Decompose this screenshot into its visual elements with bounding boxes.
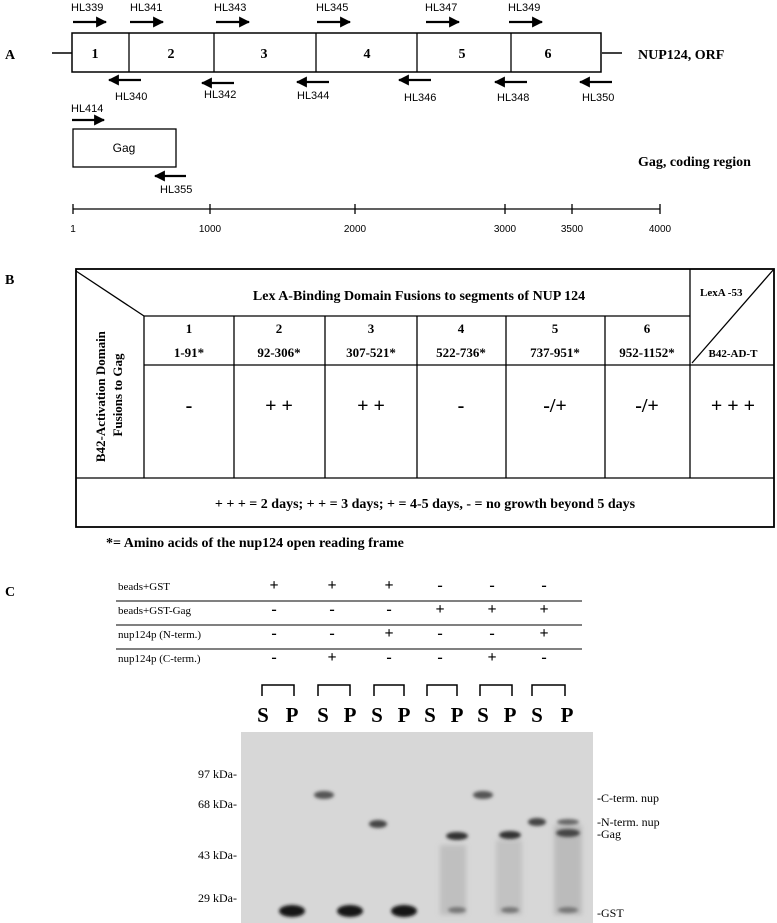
primer-hl346: HL346 xyxy=(404,92,437,104)
lane-letter-11: S xyxy=(531,703,543,727)
mark-cterm-5: + xyxy=(487,649,497,666)
band-gst-lane4 xyxy=(448,907,466,913)
band-gst-lane2 xyxy=(337,905,363,917)
reverse-arrows xyxy=(109,80,612,83)
band-nterm-lane6 xyxy=(528,818,546,826)
marker-29: 29 kDa- xyxy=(198,891,237,905)
mark-cterm-3: - xyxy=(386,649,392,666)
condition-label-1: beads+GST xyxy=(118,581,171,593)
lane-letter-2: P xyxy=(285,703,299,727)
orf-box xyxy=(72,33,601,72)
column-number-6: 6 xyxy=(643,321,651,336)
primer-hl348: HL348 xyxy=(497,92,530,104)
lane-letter-6: P xyxy=(397,703,411,727)
results-table xyxy=(76,269,774,527)
lane-letter-12: P xyxy=(560,703,574,727)
result-3: + + xyxy=(357,395,385,417)
mark-cterm-4: - xyxy=(437,649,443,666)
result-control: + + + xyxy=(710,395,756,417)
result-2: + + xyxy=(265,395,293,417)
panel-b-label: B xyxy=(5,273,15,288)
primer-hl342: HL342 xyxy=(204,89,237,101)
mark-gstgag-5: + xyxy=(487,601,497,618)
mark-cterm-2: + xyxy=(327,649,337,666)
band-gst-lane3 xyxy=(391,905,417,917)
legend: + + + = 2 days; + + = 3 days; + = 4-5 days, - = no growth beyond 5 days xyxy=(214,497,636,512)
band-gst-lane5 xyxy=(501,907,519,913)
primer-hl349: HL349 xyxy=(508,2,541,14)
primer-hl347: HL347 xyxy=(425,2,458,14)
mark-nterm-4: - xyxy=(437,625,443,642)
result-6: -/+ xyxy=(635,395,659,417)
scale-tick-3500: 3500 xyxy=(560,224,584,235)
mark-gst-3: + xyxy=(384,577,394,594)
condition-label-3: nup124p (N-term.) xyxy=(118,629,202,641)
primer-hl339: HL339 xyxy=(71,2,104,14)
result-1: - xyxy=(185,395,193,417)
gel-shading xyxy=(241,732,593,923)
column-number-1: 1 xyxy=(185,321,193,336)
mark-gst-4: - xyxy=(437,577,443,594)
mark-nterm-3: + xyxy=(384,625,394,642)
column-range-3: 307-521* xyxy=(346,345,396,360)
lane-letter-10: P xyxy=(503,703,517,727)
mark-cterm-1: - xyxy=(271,649,277,666)
column-range-4: 522-736* xyxy=(436,345,486,360)
orf-label: NUP124, ORF xyxy=(638,48,725,63)
mark-nterm-2: - xyxy=(329,625,335,642)
mark-gstgag-4: + xyxy=(435,601,445,618)
primer-hl355: HL355 xyxy=(160,184,193,196)
scale-tick-1000: 1000 xyxy=(198,224,222,235)
orf-dividers xyxy=(129,33,511,72)
mark-gstgag-2: - xyxy=(329,601,335,618)
lane-letter-9: S xyxy=(477,703,489,727)
lane-letter-3: S xyxy=(317,703,329,727)
row-header xyxy=(93,328,125,462)
gag-box-label: Gag xyxy=(112,141,136,155)
band-cterm-lane5 xyxy=(473,791,493,799)
marker-68: 68 kDa- xyxy=(198,797,237,811)
table-title: Lex A-Binding Domain Fusions to segments of NUP 124 xyxy=(252,289,586,304)
primer-hl340: HL340 xyxy=(115,91,148,103)
band-gst-lane1 xyxy=(279,905,305,917)
panel-c xyxy=(5,577,660,923)
band-gag-lane4 xyxy=(446,832,468,840)
row-header-line2: Fusions to Gag xyxy=(110,353,125,437)
column-range-6: 952-1152* xyxy=(619,345,675,360)
band-label-gst: -GST xyxy=(597,906,624,920)
band-gag-lane5 xyxy=(499,831,521,839)
band-label-cterm: -C-term. nup xyxy=(597,791,659,805)
primer-hl343: HL343 xyxy=(214,2,247,14)
result-5: -/+ xyxy=(543,395,567,417)
column-range-2: 92-306* xyxy=(257,345,301,360)
condition-label-2: beads+GST-Gag xyxy=(118,605,192,617)
primer-hl350: HL350 xyxy=(582,92,615,104)
lane-letter-5: S xyxy=(371,703,383,727)
band-cterm-lane2 xyxy=(314,791,334,799)
primer-hl341: HL341 xyxy=(130,2,163,14)
primer-hl414: HL414 xyxy=(71,103,104,115)
control-bottom: B42-AD-T xyxy=(708,348,758,360)
mark-cterm-6: - xyxy=(541,649,547,666)
scale-tick-2000: 2000 xyxy=(343,224,367,235)
orf-segment-5: 5 xyxy=(458,47,466,62)
panel-c-label: C xyxy=(5,585,16,600)
condition-label-4: nup124p (C-term.) xyxy=(118,653,201,665)
band-gag-lane6 xyxy=(556,829,580,837)
primer-hl344: HL344 xyxy=(297,90,330,102)
lane-letter-1: S xyxy=(257,703,269,727)
band-gst-lane6 xyxy=(558,907,578,913)
column-number-5: 5 xyxy=(551,321,559,336)
orf-segment-3: 3 xyxy=(260,47,268,62)
mark-gstgag-6: + xyxy=(539,601,549,618)
mark-nterm-1: - xyxy=(271,625,277,642)
column-number-3: 3 xyxy=(367,321,375,336)
mark-nterm-6: + xyxy=(539,625,549,642)
column-range-1: 1-91* xyxy=(173,345,205,360)
scale-tick-3000: 3000 xyxy=(493,224,517,235)
panel-a-label: A xyxy=(5,48,16,63)
column-range-5: 737-951* xyxy=(530,345,580,360)
panel-a xyxy=(5,2,751,235)
gel-image xyxy=(241,732,593,923)
mark-gst-5: - xyxy=(489,577,495,594)
gag-label: Gag, coding region xyxy=(638,155,751,170)
band-nterm-lane3 xyxy=(369,820,387,828)
band-label-gag: -Gag xyxy=(597,827,621,841)
result-4: - xyxy=(457,395,465,417)
primer-hl345: HL345 xyxy=(316,2,349,14)
mark-gst-1: + xyxy=(269,577,279,594)
marker-97: 97 kDa- xyxy=(198,767,237,781)
lane-letter-7: S xyxy=(424,703,436,727)
orf-segment-1: 1 xyxy=(91,47,99,62)
orf-segment-2: 2 xyxy=(167,47,175,62)
band-label-nterm: -N-term. nup xyxy=(597,815,660,829)
scale-tick-4000: 4000 xyxy=(648,224,672,235)
mark-gst-2: + xyxy=(327,577,337,594)
lane-letter-4: P xyxy=(343,703,357,727)
orf-segment-4: 4 xyxy=(363,47,371,62)
control-top: LexA -53 xyxy=(700,287,743,299)
mark-nterm-5: - xyxy=(489,625,495,642)
band-nterm-lane6-p xyxy=(557,819,579,825)
condition-marks xyxy=(269,577,548,666)
row-header-line1: B42-Activation Domain xyxy=(93,331,108,463)
footnote: *= Amino acids of the nup124 open reading frame xyxy=(106,536,404,551)
scale-tick-1: 1 xyxy=(70,224,76,235)
panel-b xyxy=(5,269,774,551)
orf-segment-6: 6 xyxy=(544,47,552,62)
column-number-4: 4 xyxy=(457,321,465,336)
lane-letters xyxy=(257,703,573,727)
mark-gstgag-1: - xyxy=(271,601,277,618)
lane-letter-8: P xyxy=(450,703,464,727)
lane-brackets xyxy=(262,685,565,696)
marker-43: 43 kDa- xyxy=(198,848,237,862)
mark-gst-6: - xyxy=(541,577,547,594)
mark-gstgag-3: - xyxy=(386,601,392,618)
column-number-2: 2 xyxy=(275,321,283,336)
